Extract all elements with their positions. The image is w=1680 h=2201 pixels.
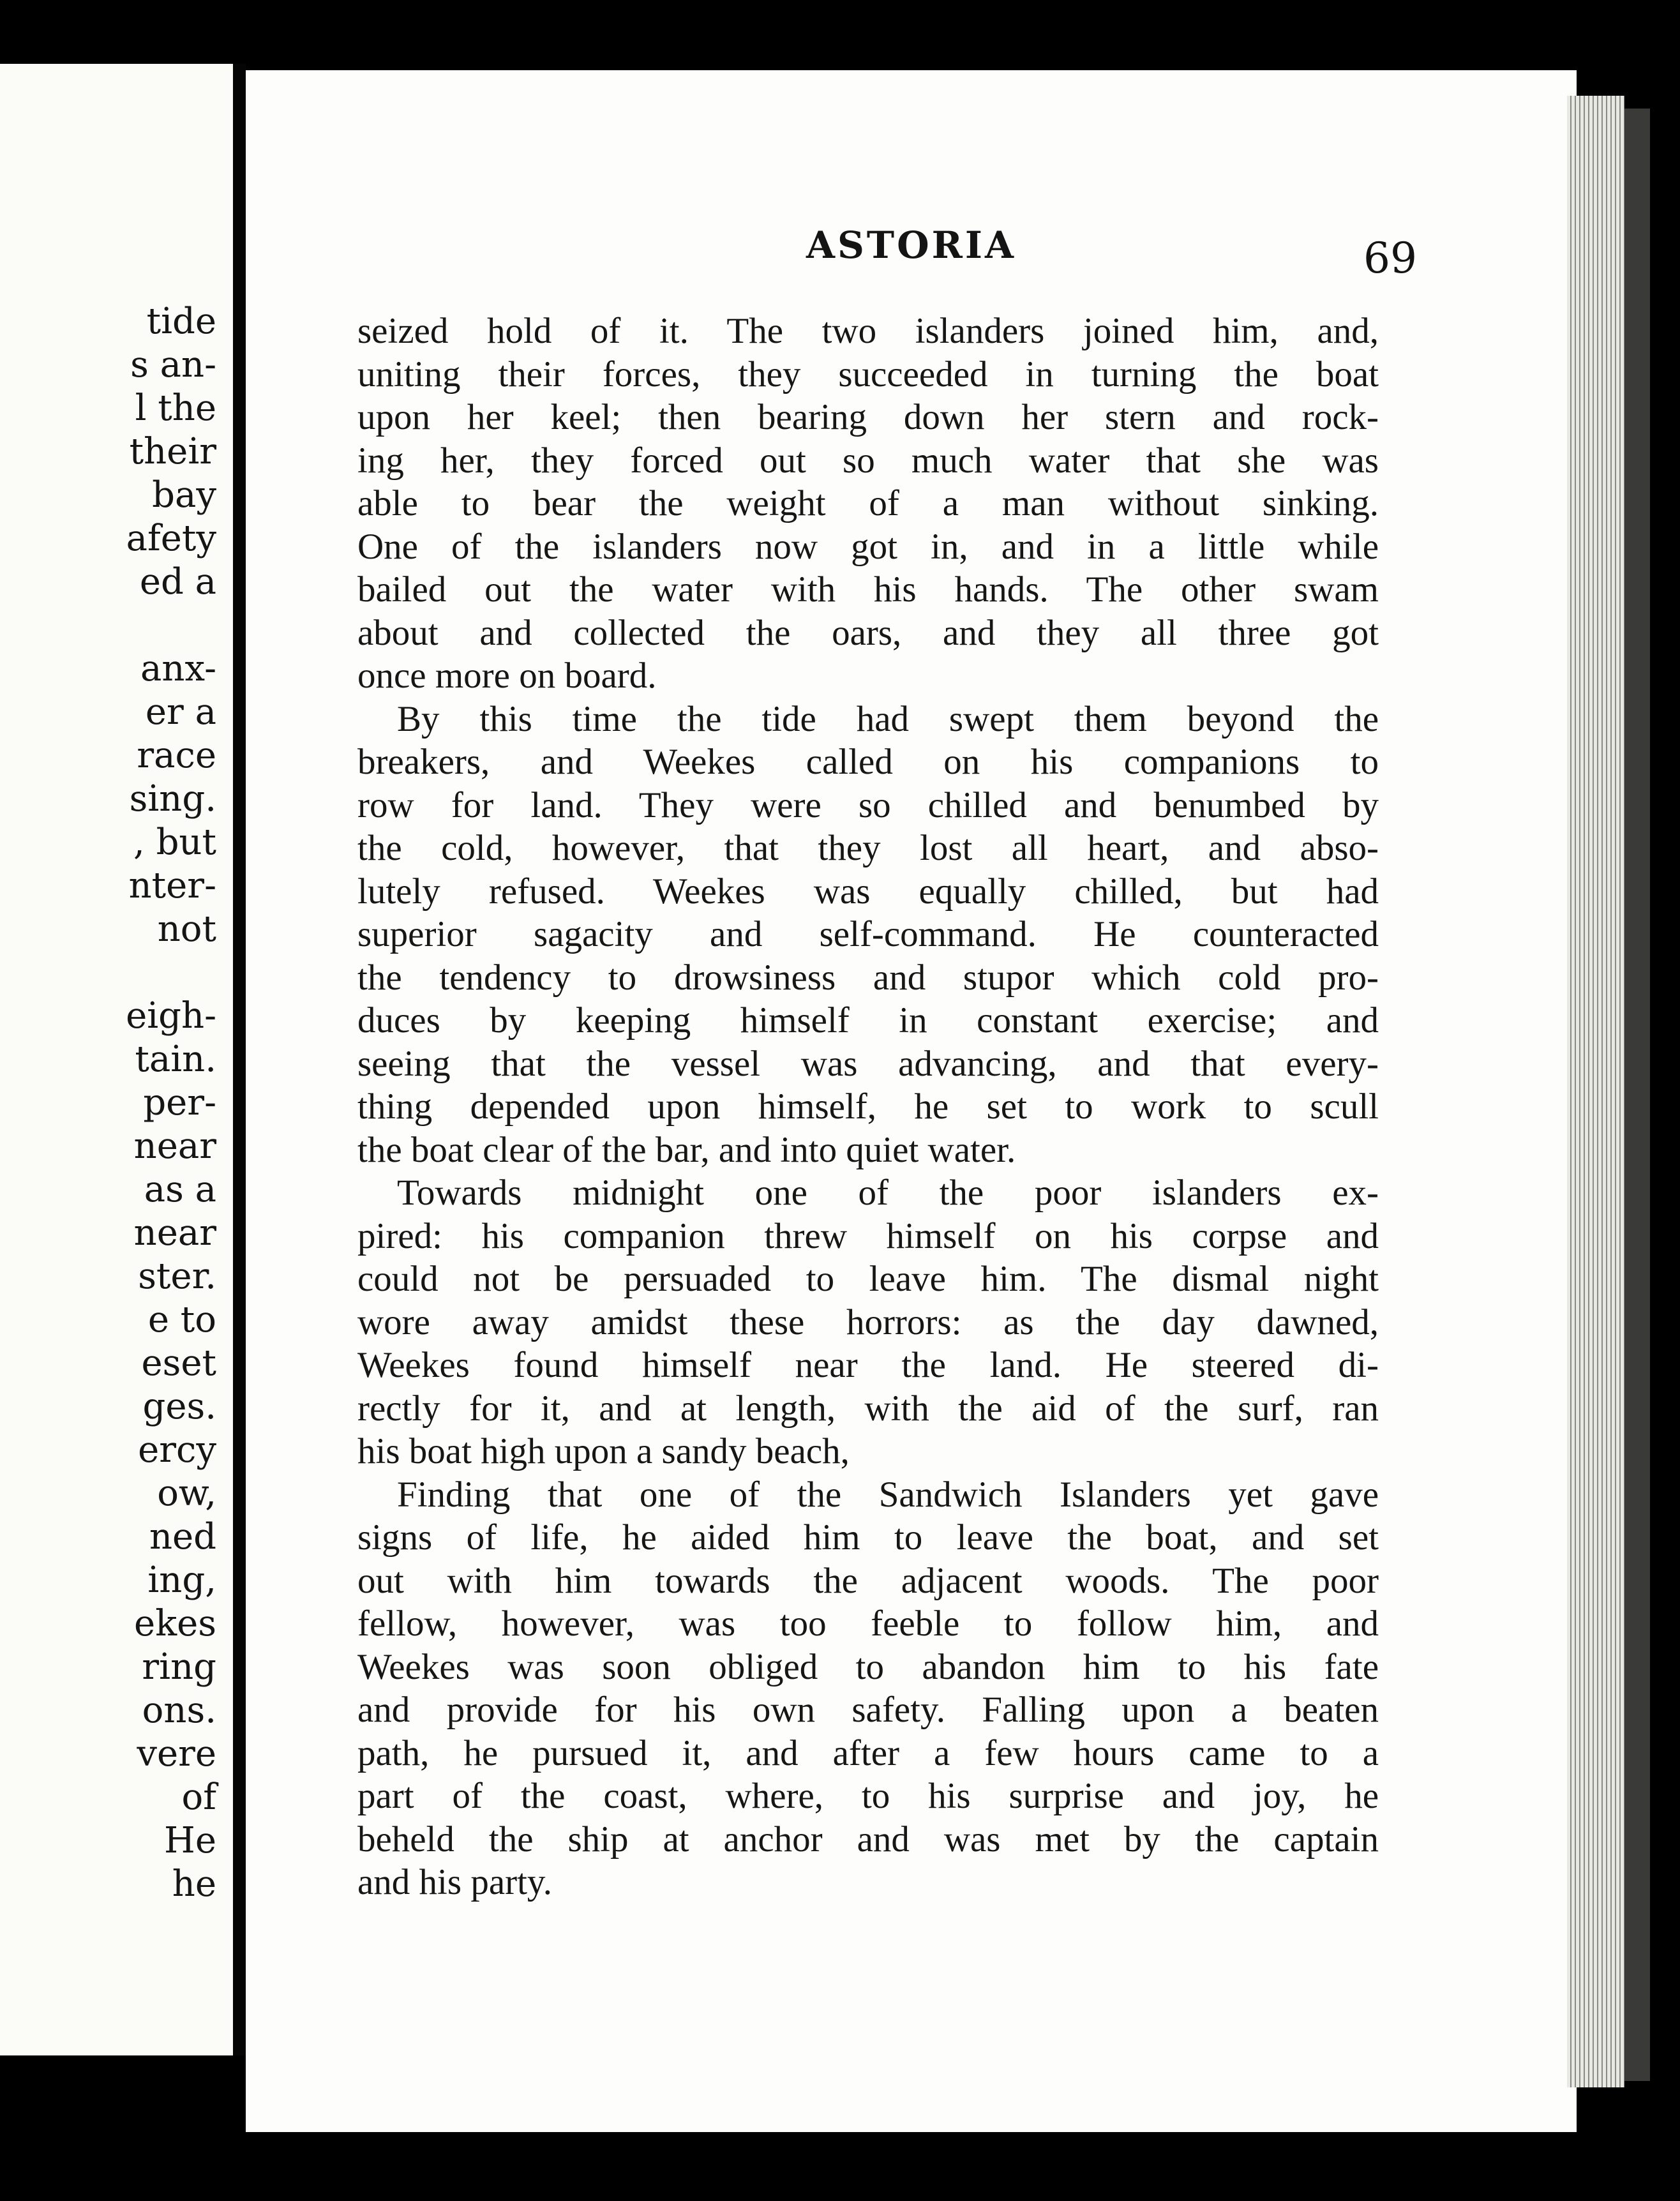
body-text xyxy=(357,310,1379,1904)
facing-page-fragment: ges. xyxy=(142,1386,216,1427)
text-line: signs of life, he aided him to leave the boat, and set xyxy=(357,1517,1379,1558)
facing-page-text-fragments xyxy=(126,300,216,1906)
text-line: his boat high upon a sandy beach, xyxy=(357,1431,850,1471)
facing-page-fragment: ring xyxy=(142,1646,216,1688)
book-gutter xyxy=(233,64,246,2055)
text-line: Weekes was soon obliged to abandon him to his fate xyxy=(357,1646,1379,1687)
text-line: superior sagacity and self-command. He counteracted xyxy=(357,914,1379,954)
text-line: thing depended upon himself, he set to work to scull xyxy=(357,1086,1379,1127)
facing-page-fragment: he xyxy=(172,1863,216,1905)
text-line: Towards midnight one of the poor islanders ex- xyxy=(397,1173,1379,1213)
facing-page-fragment: sing. xyxy=(129,778,216,820)
facing-page-fragment: bay xyxy=(152,474,216,516)
facing-page-fragment: tide xyxy=(146,301,216,342)
fragment-gap xyxy=(126,604,216,647)
text-line: uniting their forces, they succeeded in turning the boat xyxy=(357,354,1379,394)
facing-page-fragment: of xyxy=(181,1777,216,1818)
text-line: breakers, and Weekes called on his companions to xyxy=(357,742,1379,782)
book-cover-edge xyxy=(1624,109,1650,2081)
text-line: rectly for it, and at length, with the aid of the surf, ran xyxy=(357,1388,1379,1429)
text-line: duces by keeping himself in constant exercise; and xyxy=(357,1000,1379,1040)
text-line: wore away amidst these horrors: as the day dawned, xyxy=(357,1302,1379,1342)
text-line: path, he pursued it, and after a few hours came to a xyxy=(357,1732,1379,1773)
facing-page-fragment: ned xyxy=(149,1516,216,1558)
text-line: upon her keel; then bearing down her stern and rock- xyxy=(357,397,1379,437)
text-line: fellow, however, was too feeble to follow him, and xyxy=(357,1604,1379,1644)
facing-page-fragment: per- xyxy=(143,1082,216,1123)
page-edges xyxy=(1567,96,1624,2087)
text-line: could not be persuaded to leave him. The dismal night xyxy=(357,1259,1379,1299)
text-line: Finding that one of the Sandwich Islanders yet gave xyxy=(397,1474,1379,1515)
book-page-right xyxy=(246,70,1577,2132)
facing-page-fragment: e to xyxy=(147,1299,216,1341)
facing-page-fragment: near xyxy=(133,1125,216,1167)
facing-page-left xyxy=(0,64,236,2055)
facing-page-fragment: ed a xyxy=(139,561,216,603)
text-line: beheld the ship at anchor and was met by the captain xyxy=(357,1819,1379,1859)
facing-page-fragment: He xyxy=(164,1820,216,1861)
facing-page-fragment: eigh- xyxy=(126,995,216,1037)
text-line: and his party. xyxy=(357,1862,552,1902)
facing-page-fragment: l the xyxy=(135,387,216,429)
text-line: and provide for his own safety. Falling upon a beaten xyxy=(357,1690,1379,1730)
facing-page-fragment: race xyxy=(137,735,216,776)
text-line: part of the coast, where, to his surprise and joy, he xyxy=(357,1776,1379,1816)
text-line: the cold, however, that they lost all heart, and abso- xyxy=(357,828,1379,868)
running-title: ASTORIA xyxy=(806,223,1016,267)
facing-page-fragment: ons. xyxy=(142,1690,216,1731)
facing-page-fragment: er a xyxy=(145,691,216,733)
text-line: the boat clear of the bar, and into quiet water. xyxy=(357,1129,1016,1170)
text-line: out with him towards the adjacent woods. The poor xyxy=(357,1560,1379,1601)
facing-page-fragment: near xyxy=(133,1212,216,1254)
facing-page-fragment: , but xyxy=(133,822,216,863)
text-line: seized hold of it. The two islanders joined him, and, xyxy=(357,311,1379,351)
facing-page-fragment: s an- xyxy=(130,344,216,386)
facing-page-fragment: ing, xyxy=(147,1559,216,1601)
text-line: about and collected the oars, and they all three got xyxy=(357,612,1379,653)
facing-page-fragment: as a xyxy=(144,1169,216,1210)
text-line: seeing that the vessel was advancing, and that every- xyxy=(357,1043,1379,1084)
fragment-gap xyxy=(126,951,216,995)
facing-page-fragment: their xyxy=(129,431,216,472)
facing-page-fragment: anx- xyxy=(140,648,216,689)
facing-page-fragment: afety xyxy=(126,518,216,559)
facing-page-fragment: eset xyxy=(141,1342,216,1384)
text-line: bailed out the water with his hands. The other swam xyxy=(357,569,1379,610)
text-line: the tendency to drowsiness and stupor which cold pro- xyxy=(357,957,1379,998)
text-line: once more on board. xyxy=(357,656,657,696)
text-line: lutely refused. Weekes was equally chilled, but had xyxy=(357,871,1379,912)
facing-page-fragment: vere xyxy=(137,1733,216,1775)
facing-page-fragment: ekes xyxy=(134,1603,216,1644)
text-line: By this time the tide had swept them beyond the xyxy=(397,698,1379,739)
text-line: pired: his companion threw himself on his corpse and xyxy=(357,1215,1379,1256)
text-line: Weekes found himself near the land. He steered di- xyxy=(357,1345,1379,1385)
facing-page-fragment: tain. xyxy=(135,1039,216,1080)
facing-page-fragment: not xyxy=(157,908,216,950)
text-line: ing her, they forced out so much water that she was xyxy=(357,440,1379,481)
facing-page-fragment: nter- xyxy=(128,865,216,906)
facing-page-fragment: ster. xyxy=(138,1256,216,1297)
page-number: 69 xyxy=(1363,234,1417,283)
facing-page-fragment: ow, xyxy=(157,1473,216,1514)
facing-page-fragment: ercy xyxy=(138,1429,216,1471)
text-line: One of the islanders now got in, and in a little while xyxy=(357,526,1379,567)
text-line: able to bear the weight of a man without sinking. xyxy=(357,483,1379,523)
text-line: row for land. They were so chilled and benumbed by xyxy=(357,785,1379,825)
